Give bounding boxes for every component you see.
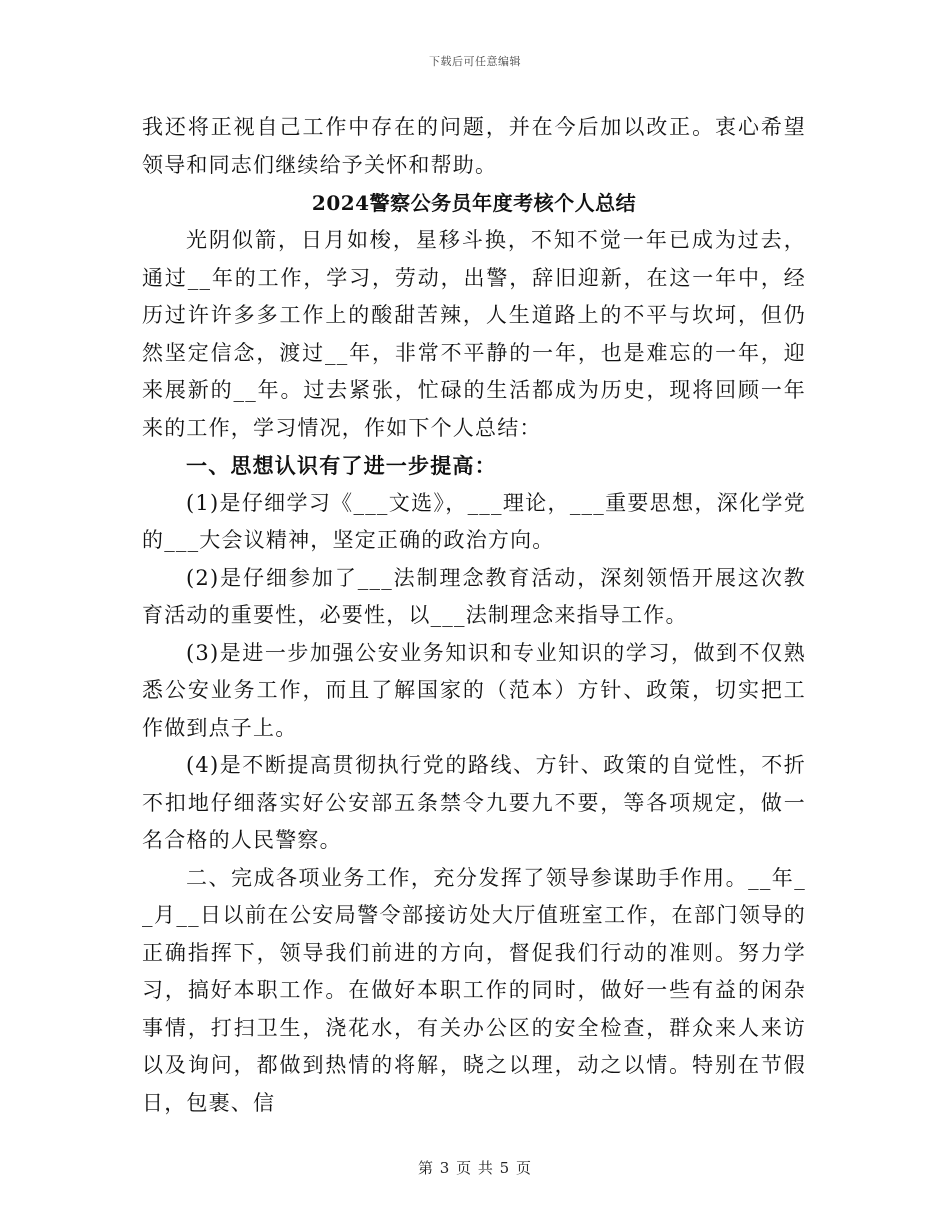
- list-item-4: (4)是不断提高贯彻执行党的路线、方针、政策的自觉性，不折不扣地仔细落实好公安部五条禁令九要九不要，等各项规定，做一名合格的人民警察。: [142, 753, 806, 852]
- list-item-3: (3)是进一步加强公安业务知识和专业知识的学习，做到不仅熟悉公安业务工作，而且了解国家的（范本）方针、政策，切实把工作做到点子上。: [142, 640, 806, 740]
- section-heading-1: 一、思想认识有了进一步提高：: [186, 453, 497, 478]
- page-number: 第 3 页 共 5 页: [418, 1159, 532, 1177]
- section-2-paragraph: 二、完成各项业务工作，充分发挥了领导参谋助手作用。__年__月__日以前在公安局警令部接访处大厅值班室工作，在部门领导的正确指挥下，领导我们前进的方向，督促我们行动的准则。努力学习，搞好本职工作。在做好本职工作的同时，做好一些有益的闲杂事情，打扫卫生，浇花水，有关办公区的安全检查，群众来人来访以及询问，都做到热情的将解，晓之以理，动之以情。特别在节假日，包裹、信: [142, 865, 806, 1115]
- list-item-1: (1)是仔细学习《___文选》，___理论，___重要思想，深化学党的___大会议精神，坚定正确的政治方向。: [142, 490, 806, 552]
- page-header-note: 下载后可任意编辑: [429, 55, 521, 68]
- document-body: [142, 109, 806, 1122]
- intro-paragraph: 我还将正视自己工作中存在的问题，并在今后加以改正。衷心希望领导和同志们继续给予关怀和帮助。: [142, 115, 806, 177]
- list-item-2: (2)是仔细参加了___法制理念教育活动，深刻领悟开展这次教育活动的重要性，必要性，以___法制理念来指导工作。: [142, 565, 806, 627]
- document-title: 2024警察公务员年度考核个人总结: [311, 191, 637, 215]
- opening-paragraph: 光阴似箭，日月如梭，星移斗换，不知不觉一年已成为过去，通过__年的工作，学习，劳动，出警，辞旧迎新，在这一年中，经历过许许多多工作上的酸甜苦辣，人生道路上的不平与坎坷，但仍然坚定信念，渡过__年，非常不平静的一年，也是难忘的一年，迎来展新的__年。过去紧张，忙碌的生活都成为历史，现将回顾一年来的工作，学习情况，作如下个人总结：: [142, 228, 806, 440]
